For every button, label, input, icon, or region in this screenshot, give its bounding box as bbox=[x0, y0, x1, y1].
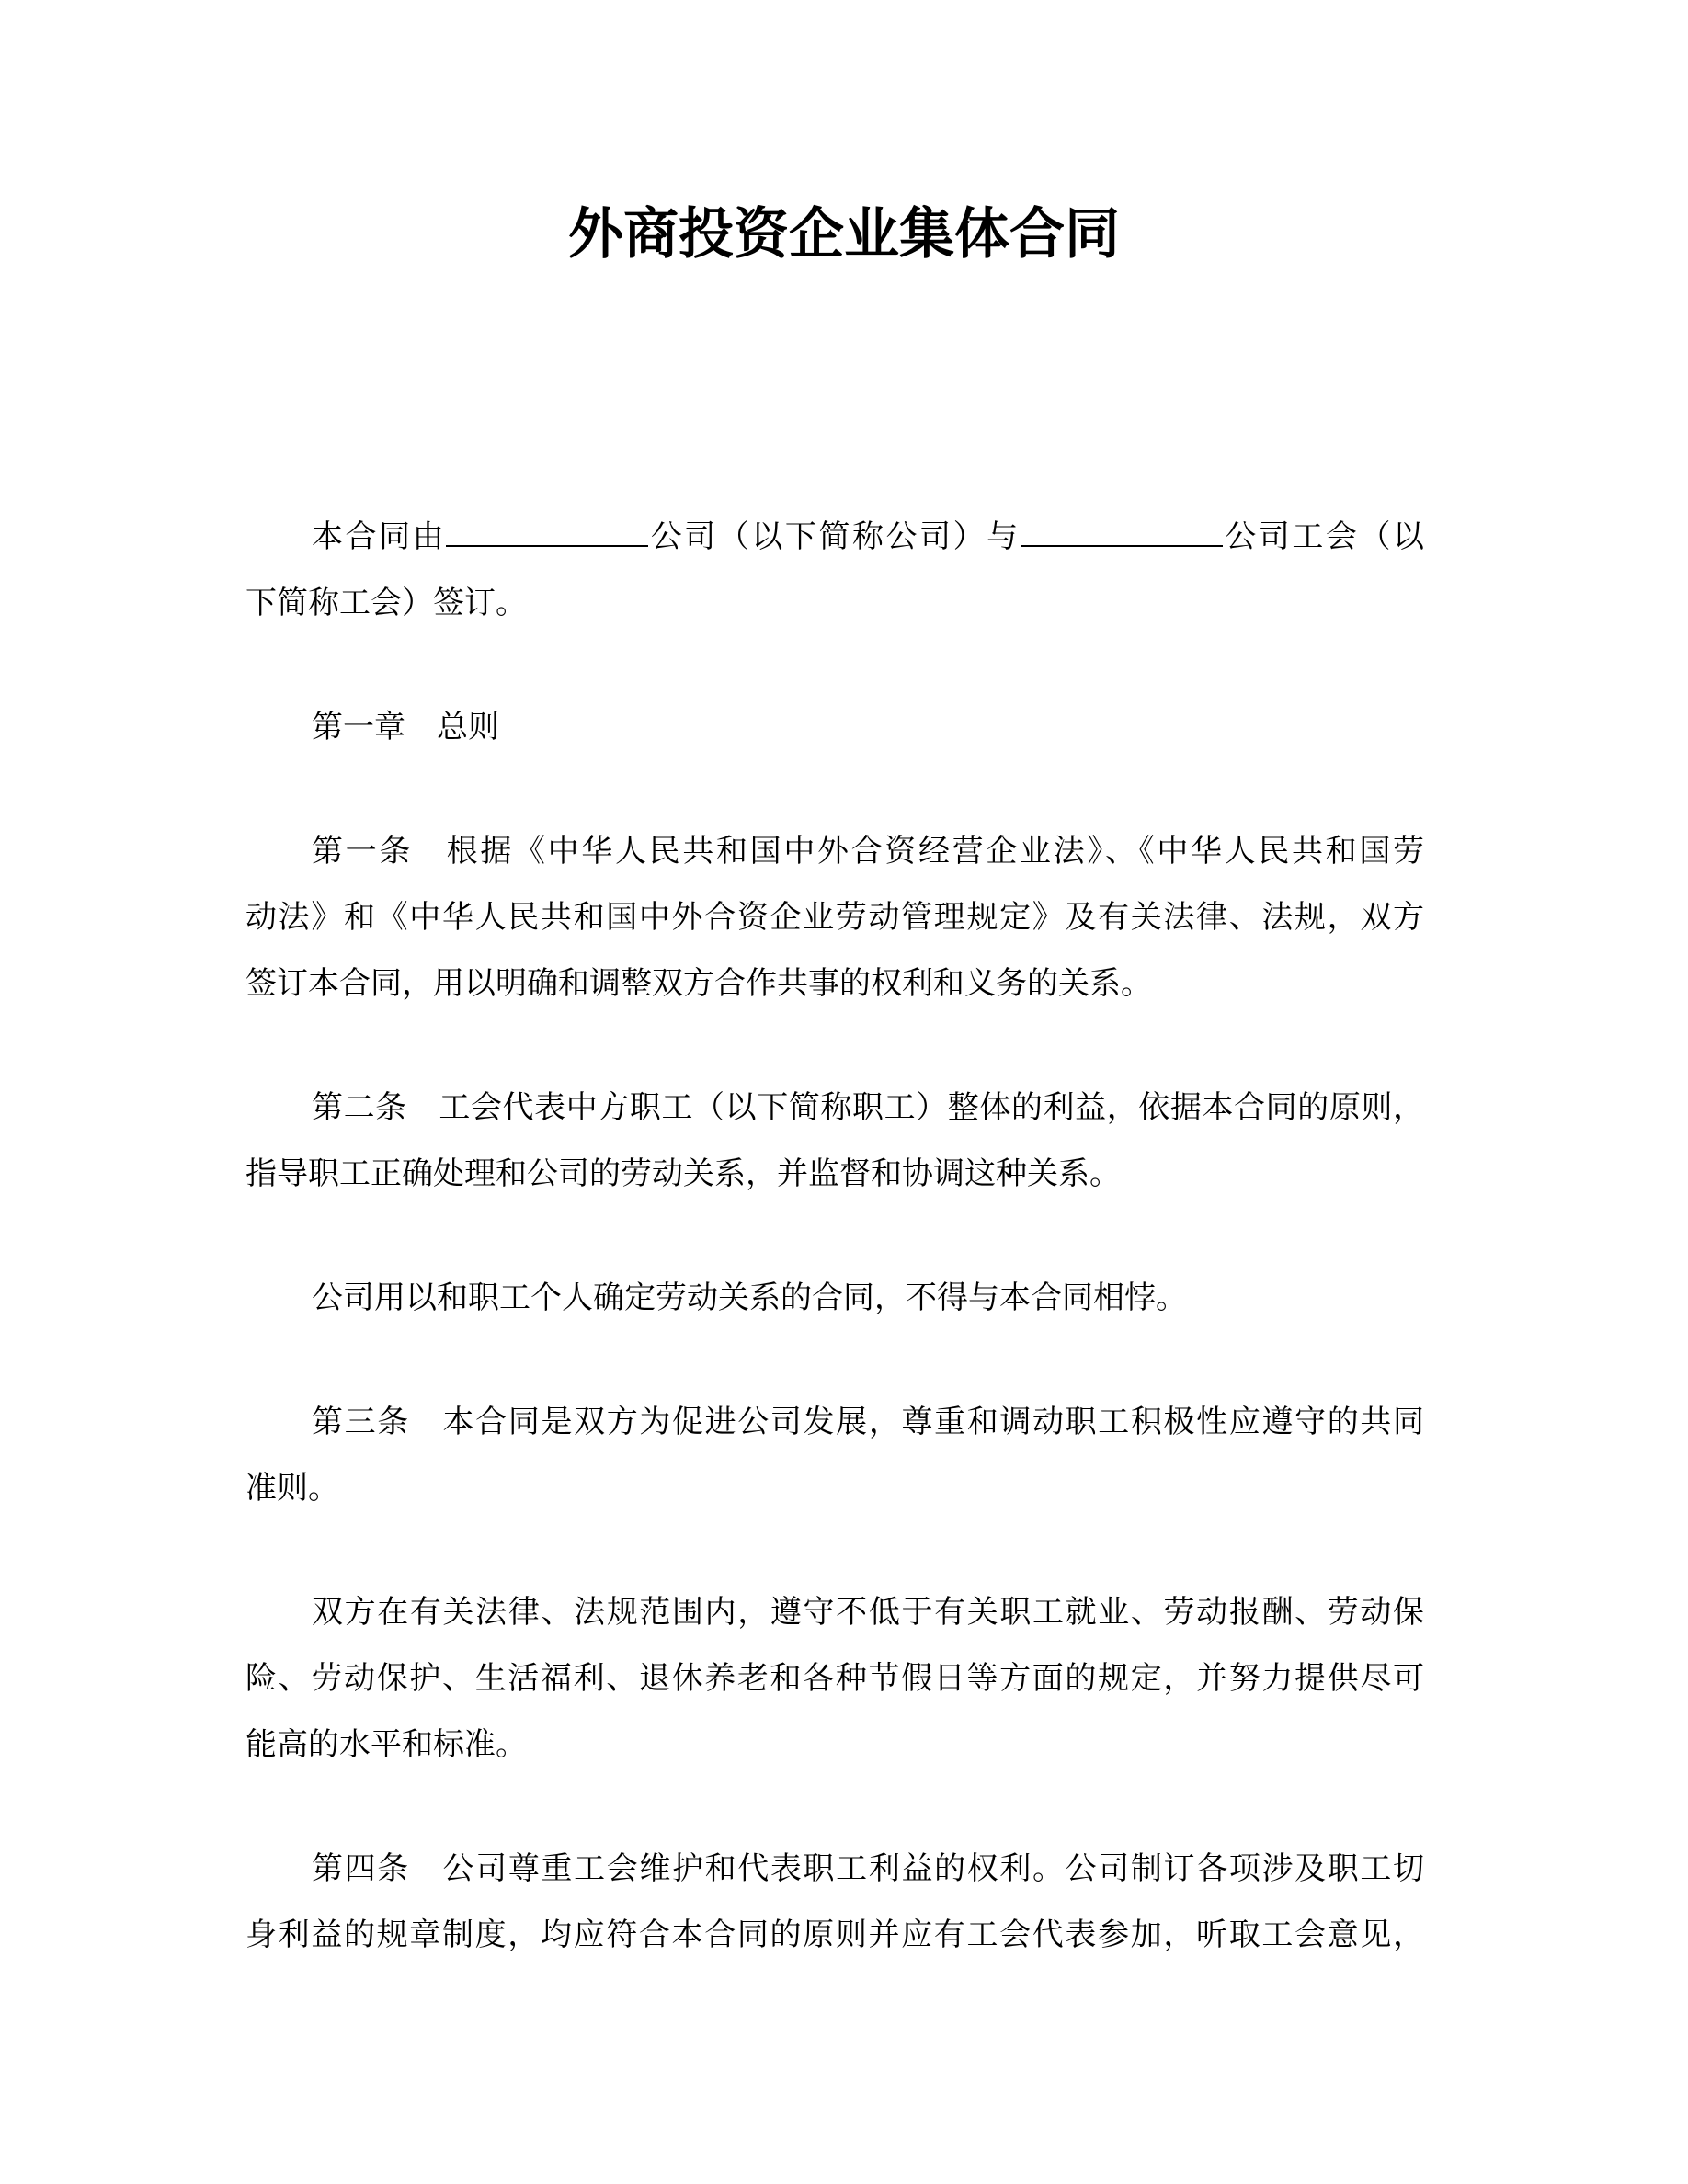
text-segment: 本合同由 bbox=[312, 518, 447, 555]
paragraph bbox=[245, 1265, 1424, 1331]
paragraph bbox=[245, 818, 1424, 1017]
paragraph-line: 险、劳动保护、生活福利、退休养老和各种节假日等方面的规定，并努力提供尽可 bbox=[245, 1660, 1424, 1697]
paragraph-line: 第一条 根据《中华人民共和国中外合资经营企业法》、《中华人民共和国劳 bbox=[312, 833, 1424, 870]
text-segment: 公司工会（以 bbox=[1222, 518, 1424, 555]
text-segment: 公司（以下简称公司）与 bbox=[648, 518, 1021, 555]
paragraph-line: 第二条 工会代表中方职工（以下简称职工）整体的利益，依据本合同的原则， bbox=[312, 1089, 1424, 1126]
paragraph-line: 公司用以和职工个人确定劳动关系的合同，不得与本合同相悖。 bbox=[312, 1280, 1187, 1316]
paragraph-line: 第四条 公司尊重工会维护和代表职工利益的权利。公司制订各项涉及职工切 bbox=[312, 1850, 1424, 1887]
paragraph-line: 准则。 bbox=[245, 1470, 339, 1507]
blank-union-name-field[interactable] bbox=[1021, 518, 1223, 547]
document-body bbox=[245, 504, 1424, 2026]
paragraph-line: 双方在有关法律、法规范围内，遵守不低于有关职工就业、劳动报酬、劳动保 bbox=[312, 1594, 1424, 1631]
paragraph-line: 下简称工会）签订。 bbox=[245, 585, 527, 621]
paragraph-line: 第三条 本合同是双方为促进公司发展，尊重和调动职工积极性应遵守的共同 bbox=[312, 1404, 1424, 1440]
document-title: 外商投资企业集体合同 bbox=[568, 202, 1120, 267]
paragraph-line bbox=[245, 504, 1424, 570]
paragraph bbox=[245, 1389, 1424, 1521]
paragraph-line: 身利益的规章制度，均应符合本合同的原则并应有工会代表参加，听取工会意见， bbox=[245, 1917, 1424, 1953]
paragraph bbox=[245, 1836, 1424, 1968]
paragraph bbox=[245, 1579, 1424, 1778]
paragraph bbox=[245, 694, 1424, 760]
paragraph-line: 第一章 总则 bbox=[312, 709, 499, 745]
paragraph-line: 签订本合同，用以明确和调整双方合作共事的权利和义务的关系。 bbox=[245, 965, 1152, 1002]
intro-paragraph bbox=[245, 504, 1424, 636]
paragraph bbox=[245, 1075, 1424, 1207]
paragraph-line: 能高的水平和标准。 bbox=[245, 1726, 527, 1763]
blank-company-name-field[interactable] bbox=[446, 518, 648, 547]
paragraph-line: 指导职工正确处理和公司的劳动关系，并监督和协调这种关系。 bbox=[245, 1155, 1121, 1192]
paragraph-line: 动法》和《中华人民共和国中外合资企业劳动管理规定》及有关法律、法规，双方 bbox=[245, 899, 1424, 936]
